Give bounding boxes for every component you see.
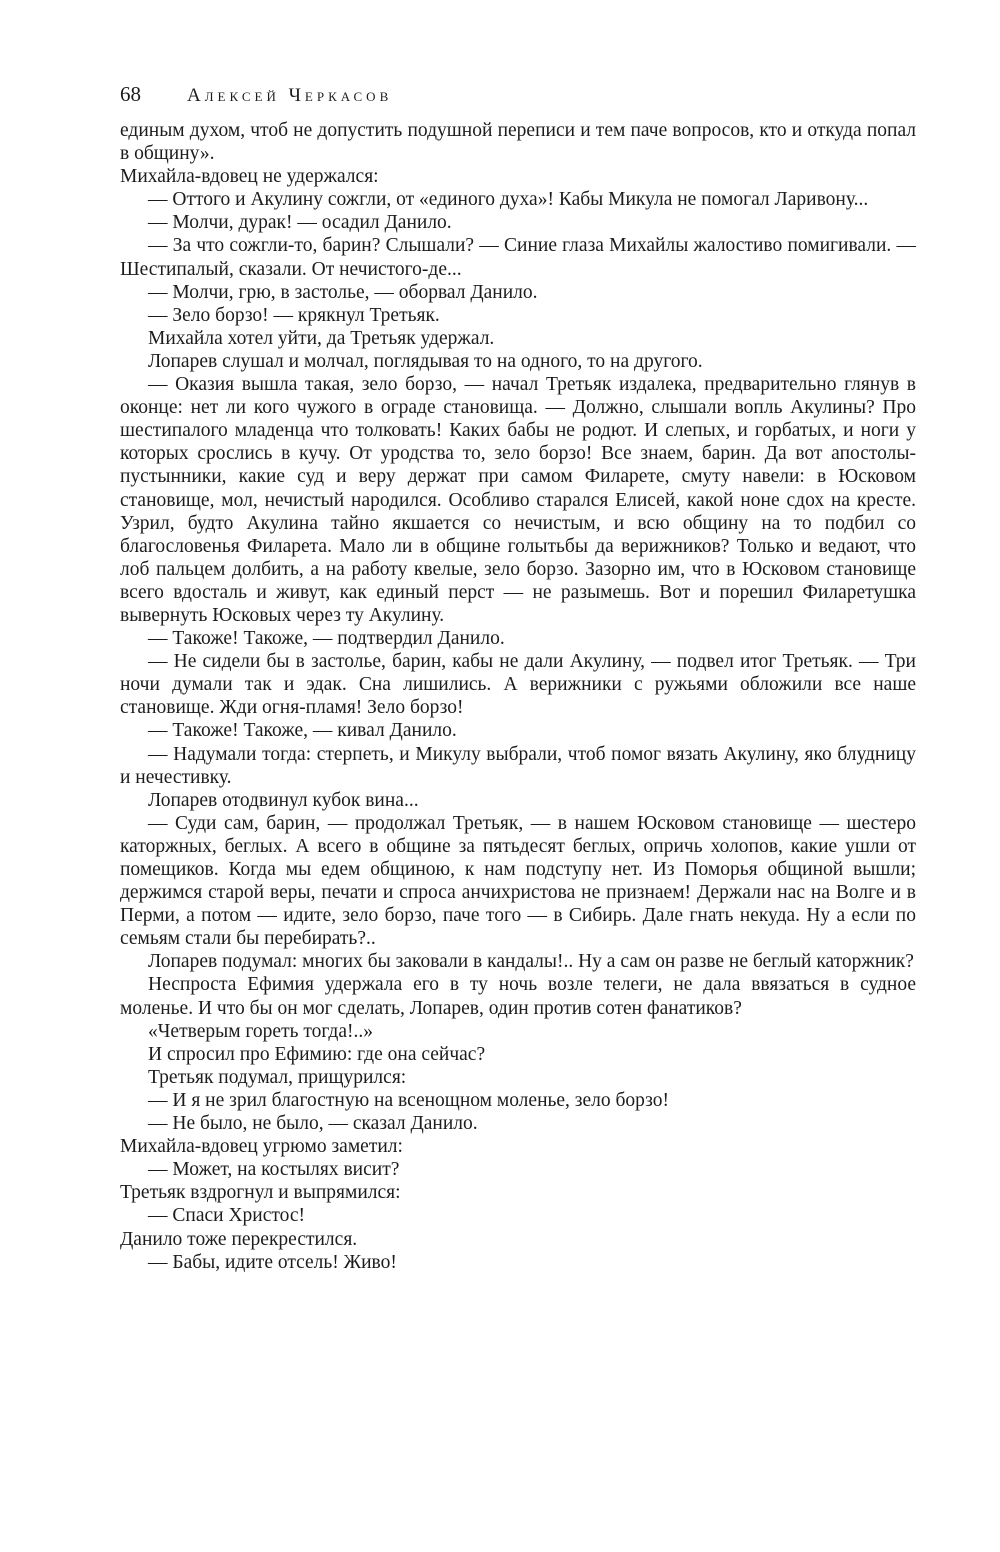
paragraph: — Не сидели бы в застолье, барин, кабы не дали Акулину, — подвел итог Третьяк. — Три ночи думали так и эдак. Сна лишились. А верижники с ружьями обложили все наше становище. Жди огня-пламя! Зело борзо! (120, 651, 916, 719)
paragraph: — Может, на костылях висит? (148, 1159, 400, 1181)
paragraph: — Такоже! Такоже, — подтвердил Данило. (148, 628, 505, 650)
paragraph: «Четверым гореть тогда!..» (148, 1020, 373, 1042)
paragraph: — Такоже! Такоже, — кивал Данило. (148, 720, 457, 742)
paragraph: Третьяк подумал, прищурился: (148, 1066, 407, 1088)
paragraph: Третьяк вздрогнул и выпрямился: (120, 1182, 401, 1204)
paragraph: Лопарев отодвинул кубок вина... (148, 789, 419, 811)
paragraph: — Спаси Христос! (148, 1205, 306, 1227)
running-header (120, 84, 916, 105)
paragraph: — Зело борзо! — крякнул Третьяк. (148, 304, 440, 326)
paragraph: Михайла хотел уйти, да Третьяк удержал. (148, 327, 495, 349)
author-name: Алексей Черкасов (187, 85, 393, 106)
paragraph: — Молчи, дурак! — осадил Данило. (148, 212, 452, 234)
paragraph: Михайла-вдовец не удержался: (120, 166, 379, 188)
paragraph: — Надумали тогда: стерпеть, и Микулу выбрали, чтоб помог вязать Акулину, яко блудницу и нечестивку. (120, 743, 916, 788)
paragraph: — Молчи, грю, в застолье, — оборвал Данило. (148, 281, 538, 303)
paragraph: единым духом, чтоб не допустить подушной переписи и тем паче вопросов, кто и откуда попал в общину». (120, 120, 916, 165)
text-body (120, 119, 916, 1274)
page-content (120, 84, 916, 1274)
page-number: 68 (120, 82, 141, 106)
paragraph: — Оттого и Акулину сожгли, от «единого духа»! Кабы Микула не помогал Ларивону... (148, 189, 869, 211)
paragraph: Лопарев слушал и молчал, поглядывая то на одного, то на другого. (148, 350, 703, 372)
paragraph: — Бабы, идите отсель! Живо! (148, 1251, 397, 1273)
paragraph: Неспроста Ефимия удержала его в ту ночь возле телеги, не дала ввязаться в судное моленье. И что бы он мог сделать, Лопарев, один против сотен фанатиков? (120, 974, 916, 1019)
paragraph: — Не было, не было, — сказал Данило. (148, 1113, 478, 1135)
paragraph: Лопарев подумал: многих бы заковали в кандалы!.. Ну а сам он разве не беглый каторжник? (148, 951, 914, 973)
paragraph: — За что сожгли-то, барин? Слышали? — Синие глаза Михайлы жалостиво помигивали. — Шестипалый, сказали. От нечистого-де... (120, 235, 916, 280)
paragraph: — И я не зрил благостную на всенощном моленье, зело борзо! (148, 1089, 670, 1111)
paragraph: Михайла-вдовец угрюмо заметил: (120, 1136, 403, 1158)
paragraph: И спросил про Ефимию: где она сейчас? (148, 1043, 486, 1065)
paragraph: — Оказия вышла такая, зело борзо, — начал Третьяк издалека, предварительно глянув в оконце: нет ли кого чужого в ограде становища. — Должно, слышали вопль Акулины? Про шестипалого младенца что толковать! Каких бабы не родют. И слепых, и горбатых, и ноги у которых срослись в кучу. От уродства то, зело борзо! Все знаем, барин. Да вот апостолы-пустынники, какие суд и веру держат при самом Филарете, смуту навели: в Юсковом становище, мол, нечистый народился. Особливо старался Елисей, какой ноне сдох на кресте. Узрил, будто Акулина тайно якшается со нечистым, и всю общину на то подбил со благословенья Филарета. Мало ли в общине голытьбы да верижников? Только и ведают, что лоб пальцем долбить, а на работу квелые, зело борзо. Зазорно им, что в Юсковом становище всего вдосталь и живут, как единый перст — не разымешь. Вот и порешил Филаретушка вывернуть Юсковых через ту Акулину. (120, 374, 916, 626)
paragraph: — Суди сам, барин, — продолжал Третьяк, — в нашем Юсковом становище — шестеро каторжных, беглых. А всего в общине за пятьдесят беглых, опричь холопов, какие ушли от помещиков. Когда мы едем общиною, к нам подступу нет. Из Поморья общиной вышли; держимся старой веры, печати и спроса анчихристова не признаем! Держали нас на Волге и в Перми, а потом — идите, зело борзо, паче того — в Сибирь. Дале гнать некуда. Ну а если по семьям стали бы перебирать?.. (120, 812, 916, 950)
paragraph: Данило тоже перекрестился. (120, 1228, 358, 1250)
